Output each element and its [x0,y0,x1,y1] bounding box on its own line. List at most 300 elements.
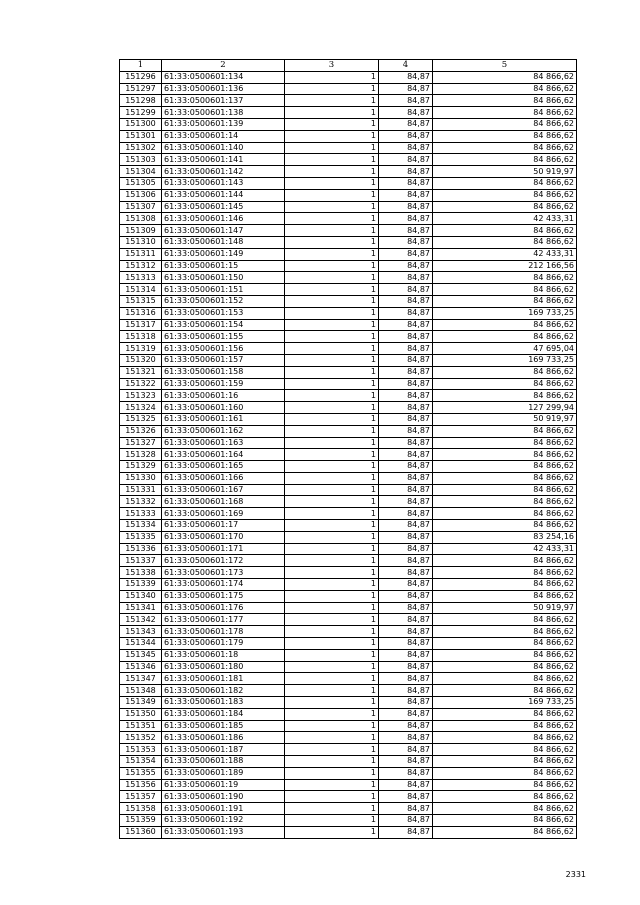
data-table [119,59,577,839]
cost-value: 84 866,62 [433,331,577,343]
table-row [120,496,577,508]
row-number: 151316 [120,307,162,319]
table-row [120,614,577,626]
area-value: 84,87 [379,189,433,201]
area-value: 84,87 [379,107,433,119]
table-row [120,260,577,272]
cadastral-number: 61:33:0500601:166 [162,472,285,484]
cost-value: 84 866,62 [433,189,577,201]
row-number: 151344 [120,638,162,650]
cost-value: 84 866,62 [433,95,577,107]
cost-value: 84 866,62 [433,142,577,154]
row-number: 151342 [120,614,162,626]
cost-value: 84 866,62 [433,708,577,720]
share-count: 1 [285,225,379,237]
row-number: 151337 [120,555,162,567]
share-count: 1 [285,461,379,473]
share-count: 1 [285,649,379,661]
table-row [120,307,577,319]
table-row [120,791,577,803]
area-value: 84,87 [379,614,433,626]
cost-value: 84 866,62 [433,815,577,827]
cost-value: 50 919,97 [433,602,577,614]
table-row [120,166,577,178]
area-value: 84,87 [379,661,433,673]
row-number: 151320 [120,354,162,366]
row-number: 151304 [120,166,162,178]
cost-value: 169 733,25 [433,307,577,319]
table-row [120,626,577,638]
table-row [120,590,577,602]
cadastral-number: 61:33:0500601:159 [162,378,285,390]
area-value: 84,87 [379,779,433,791]
cadastral-number: 61:33:0500601:150 [162,272,285,284]
area-value: 84,87 [379,579,433,591]
table-row [120,472,577,484]
table-row [120,402,577,414]
table-row [120,732,577,744]
cadastral-number: 61:33:0500601:147 [162,225,285,237]
area-value: 84,87 [379,402,433,414]
share-count: 1 [285,791,379,803]
table-row [120,685,577,697]
row-number: 151299 [120,107,162,119]
cost-value: 84 866,62 [433,826,577,838]
row-number: 151329 [120,461,162,473]
area-value: 84,87 [379,248,433,260]
area-value: 84,87 [379,260,433,272]
cadastral-number: 61:33:0500601:192 [162,815,285,827]
cost-value: 84 866,62 [433,390,577,402]
share-count: 1 [285,803,379,815]
cadastral-number: 61:33:0500601:160 [162,402,285,414]
share-count: 1 [285,744,379,756]
table-row [120,319,577,331]
share-count: 1 [285,236,379,248]
row-number: 151333 [120,508,162,520]
area-value: 84,87 [379,531,433,543]
share-count: 1 [285,484,379,496]
area-value: 84,87 [379,272,433,284]
share-count: 1 [285,767,379,779]
cadastral-number: 61:33:0500601:144 [162,189,285,201]
row-number: 151306 [120,189,162,201]
area-value: 84,87 [379,284,433,296]
table-row [120,130,577,142]
cadastral-number: 61:33:0500601:175 [162,590,285,602]
table-row [120,354,577,366]
cadastral-number: 61:33:0500601:173 [162,567,285,579]
cost-value: 84 866,62 [433,685,577,697]
cost-value: 84 866,62 [433,236,577,248]
row-number: 151354 [120,756,162,768]
cadastral-number: 61:33:0500601:178 [162,626,285,638]
cadastral-number: 61:33:0500601:193 [162,826,285,838]
share-count: 1 [285,390,379,402]
cadastral-number: 61:33:0500601:180 [162,661,285,673]
table-row [120,826,577,838]
cost-value: 84 866,62 [433,83,577,95]
share-count: 1 [285,638,379,650]
row-number: 151330 [120,472,162,484]
cadastral-number: 61:33:0500601:189 [162,767,285,779]
row-number: 151297 [120,83,162,95]
cost-value: 84 866,62 [433,425,577,437]
cadastral-number: 61:33:0500601:140 [162,142,285,154]
cadastral-number: 61:33:0500601:137 [162,95,285,107]
area-value: 84,87 [379,496,433,508]
table-row [120,343,577,355]
cadastral-number: 61:33:0500601:139 [162,118,285,130]
area-value: 84,87 [379,413,433,425]
table-row [120,508,577,520]
table-row [120,697,577,709]
cost-value: 84 866,62 [433,284,577,296]
table-row [120,95,577,107]
table-row [120,449,577,461]
area-value: 84,87 [379,118,433,130]
area-value: 84,87 [379,720,433,732]
share-count: 1 [285,307,379,319]
area-value: 84,87 [379,319,433,331]
cadastral-number: 61:33:0500601:172 [162,555,285,567]
cadastral-number: 61:33:0500601:152 [162,295,285,307]
share-count: 1 [285,248,379,260]
cadastral-number: 61:33:0500601:18 [162,649,285,661]
area-value: 84,87 [379,366,433,378]
cost-value: 84 866,62 [433,272,577,284]
table-row [120,779,577,791]
cost-value: 84 866,62 [433,295,577,307]
row-number: 151326 [120,425,162,437]
area-value: 84,87 [379,732,433,744]
row-number: 151349 [120,697,162,709]
cadastral-number: 61:33:0500601:169 [162,508,285,520]
cadastral-number: 61:33:0500601:138 [162,107,285,119]
row-number: 151300 [120,118,162,130]
share-count: 1 [285,472,379,484]
share-count: 1 [285,708,379,720]
cadastral-number: 61:33:0500601:142 [162,166,285,178]
cadastral-number: 61:33:0500601:181 [162,673,285,685]
row-number: 151296 [120,71,162,83]
table-row [120,201,577,213]
area-value: 84,87 [379,295,433,307]
area-value: 84,87 [379,343,433,355]
area-value: 84,87 [379,826,433,838]
table-row [120,720,577,732]
cost-value: 84 866,62 [433,791,577,803]
table-row [120,520,577,532]
table-row [120,248,577,260]
row-number: 151315 [120,295,162,307]
cadastral-number: 61:33:0500601:148 [162,236,285,248]
cost-value: 84 866,62 [433,626,577,638]
page-number: 2331 [565,870,586,879]
row-number: 151332 [120,496,162,508]
row-number: 151321 [120,366,162,378]
share-count: 1 [285,496,379,508]
table-row [120,803,577,815]
cadastral-number: 61:33:0500601:182 [162,685,285,697]
area-value: 84,87 [379,626,433,638]
share-count: 1 [285,130,379,142]
row-number: 151310 [120,236,162,248]
row-number: 151336 [120,543,162,555]
row-number: 151323 [120,390,162,402]
table-row [120,390,577,402]
cost-value: 84 866,62 [433,767,577,779]
row-number: 151325 [120,413,162,425]
row-number: 151355 [120,767,162,779]
cadastral-number: 61:33:0500601:134 [162,71,285,83]
table-row [120,437,577,449]
table-row [120,756,577,768]
area-value: 84,87 [379,484,433,496]
cost-value: 127 299,94 [433,402,577,414]
cost-value: 84 866,62 [433,201,577,213]
area-value: 84,87 [379,130,433,142]
table-row [120,543,577,555]
row-number: 151318 [120,331,162,343]
row-number: 151328 [120,449,162,461]
cost-value: 84 866,62 [433,673,577,685]
row-number: 151324 [120,402,162,414]
area-value: 84,87 [379,461,433,473]
cost-value: 84 866,62 [433,71,577,83]
cost-value: 84 866,62 [433,744,577,756]
row-number: 151312 [120,260,162,272]
cost-value: 84 866,62 [433,437,577,449]
share-count: 1 [285,567,379,579]
row-number: 151302 [120,142,162,154]
area-value: 84,87 [379,555,433,567]
area-value: 84,87 [379,744,433,756]
cost-value: 84 866,62 [433,756,577,768]
area-value: 84,87 [379,708,433,720]
row-number: 151350 [120,708,162,720]
row-number: 151334 [120,520,162,532]
share-count: 1 [285,201,379,213]
cadastral-number: 61:33:0500601:136 [162,83,285,95]
share-count: 1 [285,425,379,437]
cadastral-number: 61:33:0500601:153 [162,307,285,319]
header-row [120,60,577,72]
area-value: 84,87 [379,425,433,437]
table-row [120,83,577,95]
cost-value: 169 733,25 [433,697,577,709]
share-count: 1 [285,378,379,390]
area-value: 84,87 [379,508,433,520]
table-row [120,638,577,650]
cadastral-number: 61:33:0500601:158 [162,366,285,378]
cost-value: 42 433,31 [433,543,577,555]
table-row [120,225,577,237]
cost-value: 84 866,62 [433,567,577,579]
share-count: 1 [285,720,379,732]
cost-value: 84 866,62 [433,520,577,532]
share-count: 1 [285,83,379,95]
column-header: 4 [379,60,433,72]
cost-value: 169 733,25 [433,354,577,366]
table-row [120,567,577,579]
cadastral-number: 61:33:0500601:183 [162,697,285,709]
area-value: 84,87 [379,803,433,815]
share-count: 1 [285,295,379,307]
cost-value: 84 866,62 [433,472,577,484]
row-number: 151308 [120,213,162,225]
row-number: 151345 [120,649,162,661]
cost-value: 83 254,16 [433,531,577,543]
cadastral-number: 61:33:0500601:163 [162,437,285,449]
table-row [120,378,577,390]
row-number: 151338 [120,567,162,579]
share-count: 1 [285,579,379,591]
table-row [120,649,577,661]
row-number: 151347 [120,673,162,685]
cadastral-number: 61:33:0500601:14 [162,130,285,142]
table-row [120,154,577,166]
share-count: 1 [285,732,379,744]
row-number: 151335 [120,531,162,543]
cadastral-number: 61:33:0500601:165 [162,461,285,473]
table-row [120,744,577,756]
cadastral-number: 61:33:0500601:141 [162,154,285,166]
row-number: 151331 [120,484,162,496]
share-count: 1 [285,71,379,83]
area-value: 84,87 [379,225,433,237]
cadastral-number: 61:33:0500601:188 [162,756,285,768]
row-number: 151352 [120,732,162,744]
area-value: 84,87 [379,95,433,107]
cost-value: 84 866,62 [433,649,577,661]
cadastral-number: 61:33:0500601:155 [162,331,285,343]
cost-value: 84 866,62 [433,779,577,791]
table-row [120,142,577,154]
row-number: 151357 [120,791,162,803]
area-value: 84,87 [379,449,433,461]
area-value: 84,87 [379,649,433,661]
table-body [120,71,577,838]
row-number: 151314 [120,284,162,296]
cost-value: 84 866,62 [433,484,577,496]
cost-value: 84 866,62 [433,638,577,650]
cost-value: 84 866,62 [433,225,577,237]
area-value: 84,87 [379,767,433,779]
cadastral-number: 61:33:0500601:190 [162,791,285,803]
table-row [120,366,577,378]
table-row [120,71,577,83]
share-count: 1 [285,107,379,119]
area-value: 84,87 [379,815,433,827]
cadastral-number: 61:33:0500601:16 [162,390,285,402]
cost-value: 84 866,62 [433,154,577,166]
area-value: 84,87 [379,543,433,555]
area-value: 84,87 [379,201,433,213]
cost-value: 84 866,62 [433,319,577,331]
cadastral-number: 61:33:0500601:171 [162,543,285,555]
area-value: 84,87 [379,154,433,166]
share-count: 1 [285,826,379,838]
row-number: 151343 [120,626,162,638]
share-count: 1 [285,154,379,166]
share-count: 1 [285,626,379,638]
area-value: 84,87 [379,177,433,189]
cadastral-number: 61:33:0500601:164 [162,449,285,461]
row-number: 151339 [120,579,162,591]
share-count: 1 [285,602,379,614]
share-count: 1 [285,213,379,225]
row-number: 151309 [120,225,162,237]
column-header: 2 [162,60,285,72]
area-value: 84,87 [379,685,433,697]
share-count: 1 [285,331,379,343]
cost-value: 84 866,62 [433,366,577,378]
table-row [120,602,577,614]
cadastral-number: 61:33:0500601:154 [162,319,285,331]
table-row [120,107,577,119]
cadastral-number: 61:33:0500601:145 [162,201,285,213]
area-value: 84,87 [379,437,433,449]
row-number: 151346 [120,661,162,673]
table-row [120,295,577,307]
cadastral-number: 61:33:0500601:156 [162,343,285,355]
share-count: 1 [285,531,379,543]
area-value: 84,87 [379,590,433,602]
row-number: 151319 [120,343,162,355]
cadastral-number: 61:33:0500601:174 [162,579,285,591]
share-count: 1 [285,685,379,697]
area-value: 84,87 [379,142,433,154]
column-header: 3 [285,60,379,72]
table-row [120,413,577,425]
row-number: 151313 [120,272,162,284]
area-value: 84,87 [379,390,433,402]
cadastral-number: 61:33:0500601:170 [162,531,285,543]
cadastral-number: 61:33:0500601:146 [162,213,285,225]
table-row [120,331,577,343]
cadastral-number: 61:33:0500601:149 [162,248,285,260]
cost-value: 84 866,62 [433,130,577,142]
row-number: 151358 [120,803,162,815]
cadastral-number: 61:33:0500601:186 [162,732,285,744]
row-number: 151298 [120,95,162,107]
cadastral-number: 61:33:0500601:187 [162,744,285,756]
area-value: 84,87 [379,673,433,685]
cost-value: 42 433,31 [433,248,577,260]
table-row [120,177,577,189]
cadastral-number: 61:33:0500601:162 [162,425,285,437]
row-number: 151348 [120,685,162,697]
area-value: 84,87 [379,166,433,178]
area-value: 84,87 [379,520,433,532]
share-count: 1 [285,508,379,520]
cost-value: 50 919,97 [433,413,577,425]
share-count: 1 [285,343,379,355]
row-number: 151307 [120,201,162,213]
share-count: 1 [285,354,379,366]
table-row [120,425,577,437]
area-value: 84,87 [379,71,433,83]
cost-value: 84 866,62 [433,177,577,189]
share-count: 1 [285,555,379,567]
share-count: 1 [285,697,379,709]
row-number: 151360 [120,826,162,838]
cost-value: 84 866,62 [433,732,577,744]
row-number: 151353 [120,744,162,756]
share-count: 1 [285,118,379,130]
cost-value: 84 866,62 [433,720,577,732]
